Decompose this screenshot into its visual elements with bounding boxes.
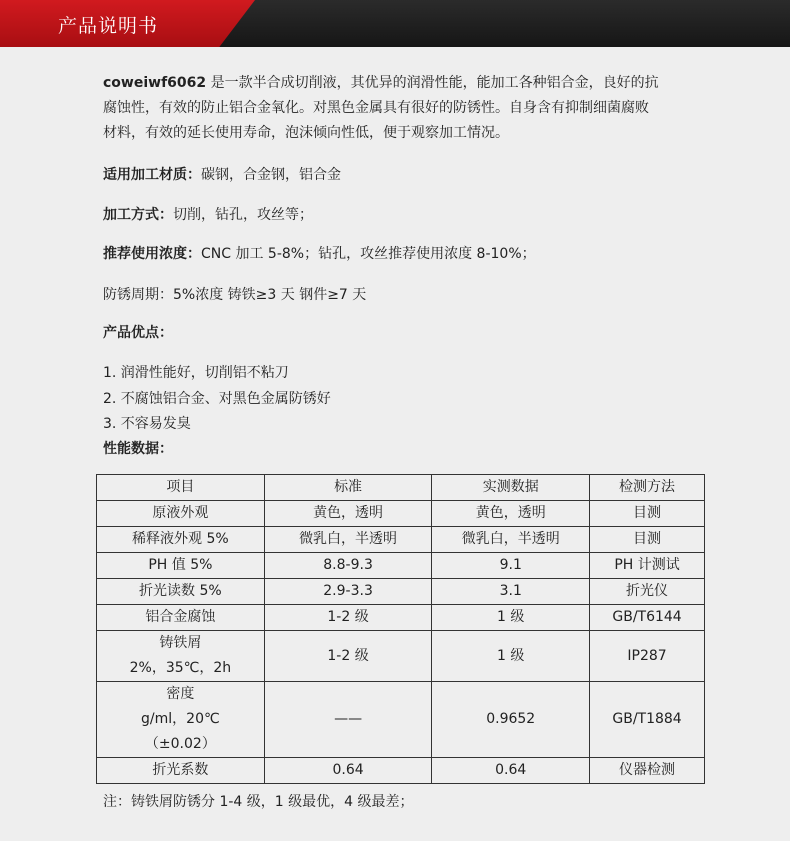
method-label: 加工方式：: [103, 207, 173, 223]
product-code: coweiwf6062: [103, 75, 207, 91]
table-cell: IP287: [590, 631, 705, 682]
intro-line-3: 材料，有效的延长使用寿命，泡沫倾向性低，便于观察加工情况。: [103, 125, 509, 141]
cell-line: （±0.02）: [144, 736, 216, 752]
intro-paragraph: [103, 71, 703, 146]
list-item: 2. 不腐蚀铝合金、对黑色金属防锈好: [103, 391, 331, 407]
table-cell: ——: [264, 682, 432, 758]
cell-line: 密度: [166, 686, 195, 702]
table-header-row: [97, 475, 705, 501]
table-cell: PH 值 5%: [97, 553, 265, 579]
table-cell: 0.64: [264, 758, 432, 784]
table-cell: 1 级: [432, 605, 590, 631]
table-row: [97, 682, 705, 758]
table-cell: 3.1: [432, 579, 590, 605]
table-row: [97, 527, 705, 553]
performance-heading: [103, 438, 173, 458]
table-row: [97, 758, 705, 784]
table-cell: 目测: [590, 501, 705, 527]
advantages-label: 产品优点：: [103, 325, 173, 341]
materials-value: 碳钢，合金钢，铝合金: [201, 167, 341, 183]
table-cell: 1 级: [432, 631, 590, 682]
footnote: 注：铸铁屑防锈分 1-4 级，1 级最优，4 级最差；: [103, 794, 414, 810]
table-row: [97, 501, 705, 527]
table-cell: 9.1: [432, 553, 590, 579]
performance-label: 性能数据：: [103, 441, 173, 457]
table-cell: 0.64: [432, 758, 590, 784]
table-cell: [97, 631, 265, 682]
table-header-cell: 标准: [264, 475, 432, 501]
table-cell: 目测: [590, 527, 705, 553]
table-cell: 微乳白，半透明: [432, 527, 590, 553]
table-header-cell: 项目: [97, 475, 265, 501]
table-cell: [97, 682, 265, 758]
concentration-label: 推荐使用浓度：: [103, 246, 201, 262]
table-cell: 原液外观: [97, 501, 265, 527]
table-cell: 0.9652: [432, 682, 590, 758]
table-cell: 2.9-3.3: [264, 579, 432, 605]
concentration-value: CNC 加工 5-8%；钻孔，攻丝推荐使用浓度 8-10%；: [201, 246, 536, 262]
list-item: 1. 润滑性能好，切削铝不粘刀: [103, 365, 289, 381]
table-cell: 1-2 级: [264, 631, 432, 682]
table-cell: 微乳白，半透明: [264, 527, 432, 553]
materials-label: 适用加工材质：: [103, 167, 201, 183]
table-header-cell: 实测数据: [432, 475, 590, 501]
intro-line-1-text: 是一款半合成切削液，其优异的润滑性能，能加工各种铝合金，良好的抗: [206, 75, 659, 91]
table-cell: 稀释液外观 5%: [97, 527, 265, 553]
table-row: [97, 579, 705, 605]
table-cell: 折光读数 5%: [97, 579, 265, 605]
table-cell: 黄色，透明: [432, 501, 590, 527]
table-cell: GB/T1884: [590, 682, 705, 758]
table-cell: 8.8-9.3: [264, 553, 432, 579]
header-bar: [0, 0, 790, 47]
cell-line: g/ml，20℃: [141, 711, 220, 727]
table-row: [97, 605, 705, 631]
table-cell: PH 计测试: [590, 553, 705, 579]
table-cell: 1-2 级: [264, 605, 432, 631]
page-title: 产品说明书: [58, 15, 159, 37]
method-value: 切削，钻孔，攻丝等；: [173, 207, 313, 223]
cell-line: 2%，35℃，2h: [129, 660, 232, 676]
table-cell: GB/T6144: [590, 605, 705, 631]
performance-table: [96, 474, 705, 784]
table-cell: 折光仪: [590, 579, 705, 605]
method-line: [103, 204, 313, 224]
table-cell: 仪器检测: [590, 758, 705, 784]
table-cell: 黄色，透明: [264, 501, 432, 527]
cell-line: 铸铁屑: [159, 635, 202, 651]
table-row: [97, 631, 705, 682]
intro-line-1: [103, 71, 703, 96]
table-row: [97, 553, 705, 579]
materials-line: [103, 164, 341, 184]
table-cell: 铝合金腐蚀: [97, 605, 265, 631]
intro-line-2: 腐蚀性，有效的防止铝合金氧化。对黑色金属具有很好的防锈性。自身含有抑制细菌腐败: [103, 100, 649, 116]
rust-period-line: 防锈周期：5%浓度 铸铁≥3 天 钢件≥7 天: [103, 287, 367, 303]
list-item: 3. 不容易发臭: [103, 416, 191, 432]
concentration-line: [103, 243, 536, 263]
table-cell: 折光系数: [97, 758, 265, 784]
advantages-heading: [103, 322, 173, 342]
table-header-cell: 检测方法: [590, 475, 705, 501]
